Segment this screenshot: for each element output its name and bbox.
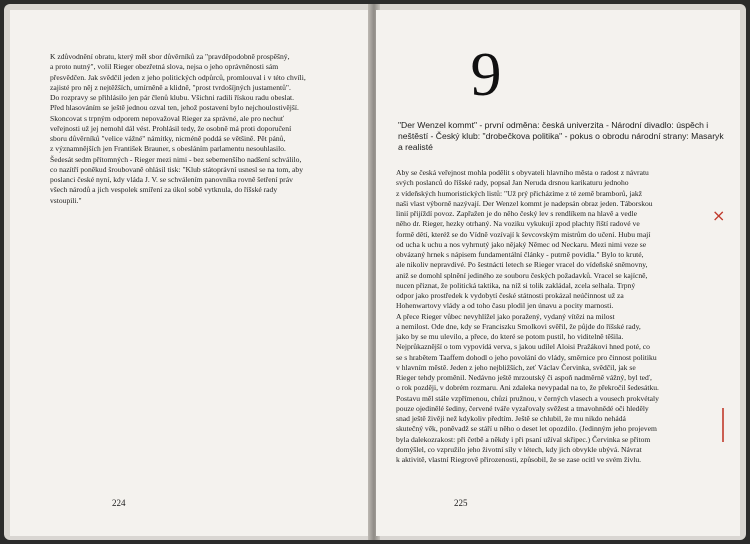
text-line: poslanci české nyní, kdy vláda J. V. se schválením panovníka rovně šetření práv xyxy=(50,175,293,184)
text-line: všech národů a jich vespolek smíření za úkol sobě vytknula, do říšské rady xyxy=(50,185,278,195)
text-line: Hohenwartovy vlády a od toho času plodil jen únavu a pocity marnosti. xyxy=(396,301,614,311)
text-line: k aktivitě, vlastní Riegrově přirozenosti, způsobil, že se zase ocitl ve svém živlu. xyxy=(396,455,642,464)
text-line: co nazítří poněkud šroubovaně ohlásil tisk: "Klub státoprávní usnesl se na tom, aby xyxy=(50,164,304,174)
text-line: sboru důvěrníků "velice vážné" námitky, nicméně poddá se většině. Pět pánů, xyxy=(50,134,286,143)
text-line: veřejnosti už jej nemohl dál vést. Prohlásil tedy, že osobně má proti doporučení xyxy=(50,123,292,133)
right-page-number: 225 xyxy=(454,498,468,508)
text-line: Před hlasováním se ještě jednou ozval ten, jehož postavení bylo nejchoulostivější. xyxy=(50,103,299,113)
text-line: přesvědčen. Jak svědčil jeden z jeho politických odpůrců, promlouval i v této chvíli, xyxy=(50,72,306,82)
text-line: svých poslanců do říšské rady, popsal Jan Neruda drsnou karikaturu jednoho xyxy=(396,178,629,188)
text-line: aniž se domohl splnění jediného ze souboru českých požadavků. Vracel se kajícně, xyxy=(396,270,648,280)
right-page xyxy=(376,10,740,536)
text-line: Nejprůkaznější o tom vypovídá verva, s jakou udílel Aloisi Pražákovi hned poté, co xyxy=(396,342,650,352)
text-line: něho dr. Rieger, hezky otrhaný. Na voziku vykukují zpod plachty řiští radové ve xyxy=(396,219,640,229)
text-line: z vídeňských humoristických listů: "Už prý přicházíme z té země bramborů, jakž xyxy=(396,188,643,198)
text-line: odpor jako prostředek k vydobytí české státnosti prokázal neúčinnost už za xyxy=(396,291,624,300)
text-line: od ucha k uchu a nos vyhrnutý jako nějaký Němec od Neckaru. Mezi nimi veze se xyxy=(396,239,647,249)
text-line: obvázaný hrnek s nápisem fundamentální články - putrně povidla." Bylo to kruté, xyxy=(396,250,644,259)
text-line: A přece Rieger vůbec nevyhlížel jako poražený, vydaný vítězi na milost xyxy=(396,311,615,321)
text-line: skutečný věk, poněvadž se stáří u něho o deset let opozdilo. (Jedinným jeho projevem xyxy=(396,424,657,434)
text-line: ale nikoliv nepravdivé. Po šestnácti letech se Rieger vracel do vídeňské sněmovny, xyxy=(396,260,648,270)
left-page-number: 224 xyxy=(112,498,126,508)
text-line: Šedesát sedm přítomných - Rieger mezi nimi - bez sebemenšího nadšení schválilo, xyxy=(50,154,302,164)
text-line: Skoncovat s trpným odporem nepovažoval Rieger za správné, ale pro nechuť xyxy=(50,113,285,123)
text-line: byla dalekozrakost: při četbě a někdy i při psaní užíval skřipec.) Červinka se přitom xyxy=(396,434,651,444)
text-line: z významnějších jen František Brauner, s obesláním parlamentu nesouhlasilo. xyxy=(50,144,286,154)
text-line: domýšlel, co vzpružilo jeho životní síly v létech, kdy jich obvykle ubývá. Návrat xyxy=(396,444,642,454)
text-line: pouze ojedinělé šediny, červené tváře vyzařovaly svěžest a tmavohnědé oči hleděly xyxy=(396,403,649,413)
text-line: Rieger tehdy proměnil. Nedávno ještě mrzoutský či aspoň nadměrně vážný, byl teď, xyxy=(396,373,652,382)
text-line: formě dětí, kteréž se do Vídně vozívají k ševcovským mistrům do učení. Hubu mají xyxy=(396,229,651,239)
right-page-text xyxy=(396,168,714,465)
text-line: Do rozpravy se přihlásilo jen pár členů klubu. Všichni radili řískou radu obeslat. xyxy=(50,93,295,102)
left-page xyxy=(10,10,370,536)
text-line: Postavu měl stále vzpřímenou, chůzi pružnou, v černých vlasech a vousech prokvétaly xyxy=(396,393,659,403)
text-line: Aby se česká veřejnost mohla podělit s obyvateli hlavního města o radost z návratu xyxy=(396,168,649,177)
text-line: v hlavním městě. Jeden z jeho nejbližších, zeť Václav Červinka, svědčil, jak se xyxy=(396,362,636,372)
chapter-title: "Der Wenzel kommt" - první odměna: česká univerzita - Národní divadlo: úspěch i neštěstí - Český klub: "drobečkova politika" - pokus o obrodu národní strany: Masaryk a realisté xyxy=(398,120,724,153)
text-line: se s hrabětem Taaffem dohodl o jeho povolání do vlády, směrnice pro činnost politiku xyxy=(396,352,657,362)
text-line: linií přijíždí povoz. Zapřažen je do něho český lev s rendlíkem na hlavě a vedle xyxy=(396,209,638,218)
text-line: vstoupili." xyxy=(50,195,82,205)
text-line: K zdůvodnění obratu, který měl sbor důvěrníků za "pravděpodobně prospěšný, xyxy=(50,52,290,61)
margin-x-mark: × xyxy=(712,206,726,225)
text-line: zajisté pro něj z nejtěžších, umírněně a klidně, "prost tvrdošíjných justamentů". xyxy=(50,82,291,92)
text-line: snad ještě živěji než kdykoliv předtím. Ještě se chlubil, že mu nikdo nehádá xyxy=(396,414,626,423)
margin-marker-line xyxy=(722,408,724,442)
left-page-text xyxy=(50,52,340,206)
book-spread xyxy=(4,4,746,540)
text-line: naši vlast výborně nazývají. Der Wenzel kommt je nadepsán obraz jeden. Táborskou xyxy=(396,198,653,208)
chapter-number: 9 xyxy=(470,41,502,109)
text-line: a nemilost. Ode dne, kdy se Franciszku Smolkovi svěřil, že půjde do říšské rady, xyxy=(396,321,641,331)
text-line: o rok později, v dobrém rozmaru. Ani zdaleka nevypadal na to, že překročil šedesátku. xyxy=(396,383,659,393)
text-line: nucen přiznat, že politická taktika, na níž si tolik zakládal, zcela selhala. Trpný xyxy=(396,280,636,290)
text-line: a proto nutný", volil Rieger obezřetná slova, nejsa o jeho oprávněnosti sám xyxy=(50,62,279,72)
text-line: jako by se mu ulevilo, a přece, do které se potom pustil, ho viditelně těšila. xyxy=(396,332,624,341)
